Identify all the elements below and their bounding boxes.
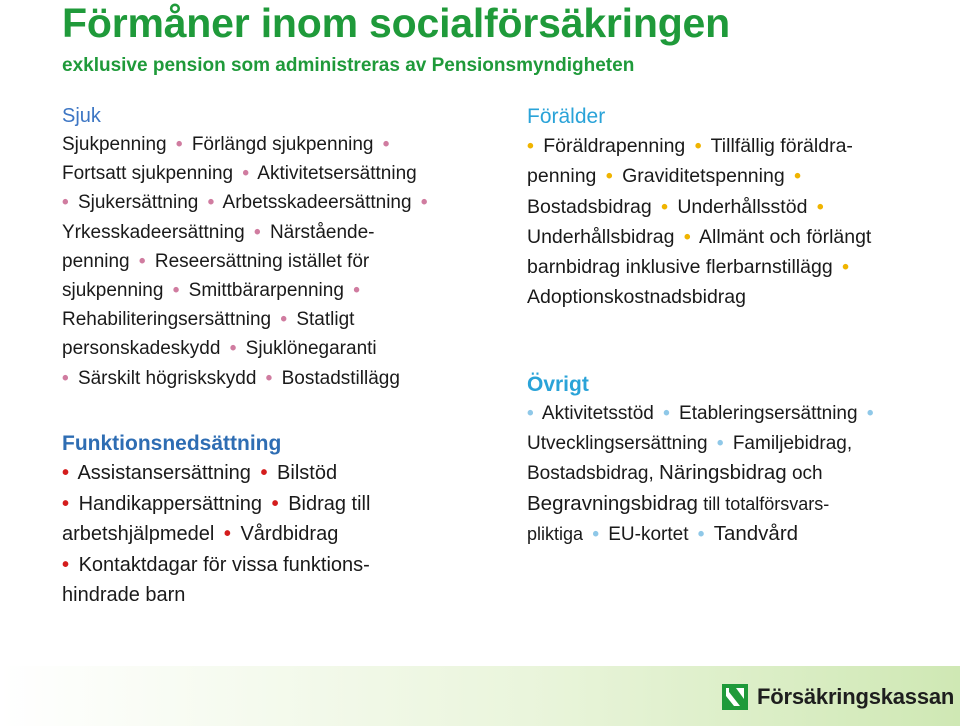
bullet-icon: •	[207, 192, 215, 214]
text-line	[62, 247, 432, 276]
section-ovrigt	[527, 371, 877, 550]
benefit-item: penning	[527, 165, 597, 188]
benefit-item: Bilstöd	[277, 462, 338, 484]
text-fragment: till totalförsvars-	[703, 493, 830, 514]
benefit-item: Tandvård	[713, 522, 799, 545]
bullet-icon: •	[254, 221, 261, 243]
bullet-icon: •	[229, 338, 237, 360]
text-line	[527, 252, 871, 282]
text-line	[62, 305, 432, 334]
bullet-icon: •	[353, 280, 360, 302]
benefit-item: Närstående-	[269, 221, 375, 243]
benefit-item: arbetshjälpmedel	[62, 523, 215, 545]
text-line	[62, 159, 432, 188]
bullet-icon: •	[260, 462, 268, 484]
forsakringskassan-logo	[722, 684, 954, 710]
section-heading-funktionsnedsattning: Funktionsnedsättning	[62, 432, 282, 455]
bullet-icon: •	[661, 195, 668, 218]
benefit-item: Reseersättning istället för	[154, 250, 370, 272]
bullet-icon: •	[527, 135, 534, 157]
section-body-funktionsnedsattning	[62, 458, 370, 611]
text-line	[527, 519, 877, 550]
bullet-icon: •	[842, 256, 849, 279]
benefit-item: Yrkesskadeersättning	[62, 221, 245, 243]
benefit-item: Särskilt högriskskydd	[77, 367, 257, 389]
benefit-item: Smittbärarpenning	[188, 280, 344, 302]
text-line	[527, 222, 871, 252]
benefit-item: Arbetsskadeersättning	[222, 192, 412, 214]
bullet-icon: •	[794, 165, 801, 188]
text-line	[62, 218, 432, 247]
bullet-icon: •	[592, 524, 599, 545]
benefit-item: barnbidrag inklusive flerbarnstillägg	[527, 256, 833, 279]
bullet-icon: •	[62, 492, 70, 515]
benefit-item: Etableringsersättning	[679, 403, 858, 424]
logo-text: Försäkringskassan	[757, 684, 955, 709]
bullet-icon: •	[420, 192, 428, 214]
benefit-item: Tillfällig föräldra-	[710, 135, 853, 157]
benefit-item: Familjebidrag,	[732, 432, 853, 454]
benefit-item: Underhållsbidrag	[527, 225, 675, 248]
text-line	[527, 131, 871, 161]
benefit-item: penning	[62, 250, 130, 272]
benefit-item: Näringsbidrag	[659, 461, 787, 484]
benefit-item: Rehabiliteringsersättning	[62, 309, 272, 331]
text-line	[62, 489, 370, 520]
bullet-icon: •	[223, 523, 231, 545]
benefit-item: Underhållsstöd	[677, 195, 808, 218]
bullet-icon: •	[175, 134, 183, 155]
benefit-item: Föräldrapenning	[543, 135, 686, 157]
benefit-item: Bostadsbidrag,	[527, 463, 654, 484]
section-foralder	[527, 103, 871, 313]
section-sjuk	[62, 102, 432, 393]
text-line	[62, 364, 432, 393]
text-line	[62, 458, 370, 489]
section-funktionsnedsattning	[62, 430, 370, 611]
bullet-icon: •	[866, 403, 874, 424]
section-body-ovrigt	[527, 399, 877, 550]
text-line	[62, 580, 370, 611]
benefit-item: Bostadstillägg	[281, 367, 400, 389]
page-subtitle: exklusive pension som administreras av Pensionsmyndigheten	[62, 55, 635, 76]
text-line	[527, 489, 877, 520]
benefit-item: Sjukersättning	[77, 192, 199, 214]
benefit-item: Utvecklingsersättning	[527, 432, 708, 454]
bullet-icon: •	[663, 403, 670, 424]
text-line	[527, 458, 877, 489]
bullet-icon: •	[527, 403, 534, 424]
bullet-icon: •	[694, 135, 702, 157]
forsakringskassan-logo-icon	[722, 684, 748, 710]
benefit-item: Handikappersättning	[78, 492, 263, 515]
benefit-item: Aktivitetsersättning	[257, 163, 417, 185]
benefit-item: Statligt	[296, 309, 355, 331]
bullet-icon: •	[138, 250, 146, 272]
text-line	[527, 282, 871, 312]
bullet-icon: •	[382, 134, 390, 155]
benefit-item: sjukpenning	[62, 280, 164, 302]
benefit-item: Kontaktdagar för vissa funktions-	[78, 553, 370, 576]
text-line	[62, 519, 370, 550]
benefit-item: Bidrag till	[288, 492, 371, 515]
bullet-icon: •	[62, 367, 69, 389]
bullet-icon: •	[605, 165, 613, 188]
text-line	[527, 192, 871, 222]
benefit-item: EU-kortet	[608, 524, 689, 545]
text-line	[527, 399, 877, 429]
benefit-item: Allmänt och förlängt	[699, 225, 872, 248]
benefit-item: hindrade barn	[62, 584, 186, 606]
text-fragment: och	[791, 463, 823, 484]
bullet-icon: •	[816, 195, 824, 218]
text-fragment: pliktiga	[527, 524, 584, 544]
bullet-icon: •	[716, 432, 724, 454]
bullet-icon: •	[172, 280, 180, 302]
benefit-item: Sjukpenning	[62, 134, 167, 155]
text-line	[527, 429, 877, 459]
text-line	[62, 188, 432, 217]
bullet-icon: •	[62, 462, 70, 484]
section-body-foralder	[527, 131, 871, 313]
benefit-item: Adoptionskostnadsbidrag	[527, 286, 746, 309]
text-line	[527, 161, 871, 191]
bullet-icon: •	[280, 309, 288, 331]
bullet-icon: •	[62, 553, 70, 576]
bullet-icon: •	[265, 367, 273, 389]
section-heading-foralder: Förälder	[527, 105, 606, 128]
benefit-item: Vårdbidrag	[240, 523, 339, 545]
page-title: Förmåner inom socialförsäkringen	[62, 0, 730, 46]
benefit-item: Förlängd sjukpenning	[191, 134, 374, 155]
bullet-icon: •	[62, 192, 69, 214]
section-heading-ovrigt: Övrigt	[527, 373, 589, 396]
bullet-icon: •	[697, 524, 705, 545]
benefit-item: Fortsatt sjukpenning	[62, 163, 234, 185]
bullet-icon: •	[242, 163, 250, 185]
text-line	[62, 130, 432, 159]
benefit-item: Bostadsbidrag	[527, 195, 652, 218]
section-heading-sjuk: Sjuk	[62, 105, 101, 127]
benefit-item: Begravningsbidrag	[527, 491, 698, 515]
benefit-item: Sjuklönegaranti	[245, 338, 377, 360]
text-line	[62, 334, 432, 363]
text-line	[62, 550, 370, 581]
bullet-icon: •	[683, 225, 691, 248]
benefit-item: Graviditetspenning	[622, 165, 785, 188]
bullet-icon: •	[271, 492, 279, 515]
section-body-sjuk	[62, 130, 432, 393]
benefit-item: personskadeskydd	[62, 338, 221, 360]
text-line	[62, 276, 432, 305]
benefit-item: Assistansersättning	[77, 462, 251, 484]
benefit-item: Aktivitetsstöd	[541, 403, 654, 424]
